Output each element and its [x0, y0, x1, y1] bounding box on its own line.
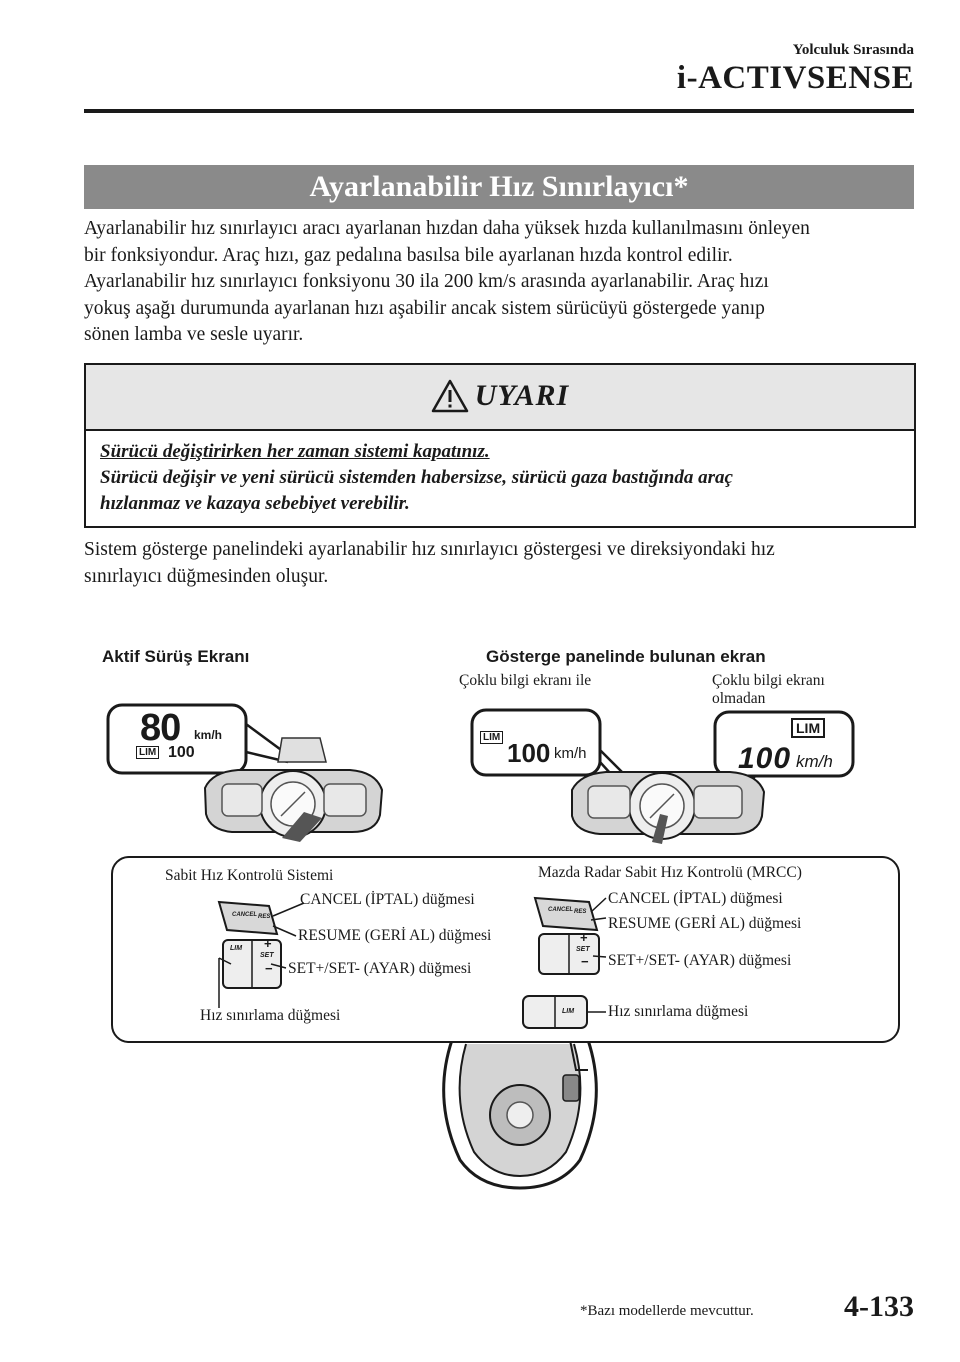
ads-heading: Aktif Sürüş Ekranı — [102, 647, 250, 666]
mrcc-switch-plus: + — [580, 930, 588, 945]
mrcc-switch-minus: − — [581, 954, 589, 969]
without-mid-label-2: olmadan — [712, 690, 766, 707]
without-mid-label-1: Çoklu bilgi ekranı — [712, 672, 825, 689]
header-rule — [84, 109, 914, 113]
cruise-switch-cancel-text: CANCEL — [232, 912, 257, 918]
mrcc-cancel-label: CANCEL (İPTAL) düğmesi — [608, 890, 783, 907]
intro-line: Ayarlanabilir hız sınırlayıcı aracı ayarlanan hızdan daha yüksek hızda kullanılmasını önleyen — [84, 218, 810, 239]
warning-line: hızlanmaz ve kazaya sebebiyet verebilir. — [100, 493, 410, 514]
running-header-chapter: i-ACTIVSENSE — [676, 60, 914, 96]
warning-header — [86, 365, 914, 431]
system-paragraph — [84, 537, 914, 590]
warning-line: Sürücü değiştirirken her zaman sistemi kapatınız. — [100, 441, 490, 462]
cruise-cancel-label: CANCEL (İPTAL) düğmesi — [300, 891, 475, 908]
footnote: *Bazı modellerde mevcuttur. — [580, 1303, 754, 1319]
intro-paragraph — [84, 216, 914, 349]
warning-text — [86, 431, 914, 517]
mid-lim-indicator: LIM — [480, 731, 503, 744]
segment-lim-indicator: LIM — [791, 718, 825, 738]
segment-set-speed: 100 — [738, 742, 792, 775]
cruise-switch-lim-text: LIM — [230, 945, 243, 952]
mrcc-switch-cancel-text: CANCEL — [548, 907, 573, 913]
ads-lim-indicator: LIM — [136, 746, 159, 759]
cruise-switch-res-text: RES — [258, 914, 271, 920]
ads-set-speed: 100 — [168, 744, 195, 761]
cruise-switch-minus: − — [265, 961, 273, 976]
right-instrument-cluster — [572, 772, 764, 844]
intro-line: sönen lamba ve sesle uyarır. — [84, 324, 304, 345]
cruise-limiter-label: Hız sınırlama düğmesi — [200, 1007, 341, 1024]
intro-line: yokuş aşağı durumunda ayarlanan hızı aşabilir ancak sistem sürücüyü göstergede yanıp — [84, 297, 765, 319]
ads-current-speed: 80 — [140, 707, 181, 749]
mid-speed-unit: km/h — [554, 745, 587, 762]
warning-triangle-icon — [431, 379, 469, 413]
running-header-section: Yolculuk Sırasında — [792, 42, 914, 58]
mrcc-set-label: SET+/SET- (AYAR) düğmesi — [608, 952, 792, 969]
mrcc-switch-res-text: RES — [574, 909, 587, 915]
cruise-switch-set-text: SET — [260, 952, 274, 959]
mid-set-speed: 100 — [507, 738, 551, 768]
system-line: sınırlayıcı düğmesinden oluşur. — [84, 565, 329, 587]
instrument-display-heading: Gösterge panelinde bulunan ekran — [486, 647, 766, 666]
mrcc-switch-lim-text: LIM — [562, 1008, 575, 1015]
section-title: Ayarlanabilir Hız Sınırlayıcı* — [84, 165, 914, 209]
intro-line: Ayarlanabilir hız sınırlayıcı fonksiyonu 30 ila 200 km/s arasında ayarlanabilir. Araç hızı — [84, 271, 769, 292]
system-line: Sistem gösterge panelindeki ayarlanabilir hız sınırlayıcı göstergesi ve direksiyondaki hız — [84, 539, 775, 560]
mrcc-resume-label: RESUME (GERİ AL) düğmesi — [608, 915, 802, 932]
warning-box — [84, 363, 916, 528]
segment-speed-unit: km/h — [796, 752, 833, 771]
page-number: 4-133 — [844, 1290, 914, 1323]
cruise-resume-label: RESUME (GERİ AL) düğmesi — [298, 927, 492, 944]
mrcc-switch-set-text: SET — [576, 946, 590, 953]
cruise-set-label: SET+/SET- (AYAR) düğmesi — [288, 960, 472, 977]
with-mid-label: Çoklu bilgi ekranı ile — [459, 672, 592, 689]
warning-title: UYARI — [474, 379, 570, 412]
ads-speed-unit: km/h — [194, 728, 223, 742]
mrcc-heading: Mazda Radar Sabit Hız Kontrolü (MRCC) — [538, 864, 802, 881]
cruise-control-heading: Sabit Hız Kontrolü Sistemi — [165, 867, 334, 884]
mrcc-limiter-label: Hız sınırlama düğmesi — [608, 1003, 749, 1020]
cruise-switch-plus: + — [264, 936, 272, 951]
intro-line: bir fonksiyondur. Araç hızı, gaz pedalına basılsa bile ayarlanan hızda kontrol edilir. — [84, 244, 733, 266]
warning-line: Sürücü değişir ve yeni sürücü sistemden habersizse, sürücü gaza bastığında araç — [100, 467, 733, 488]
